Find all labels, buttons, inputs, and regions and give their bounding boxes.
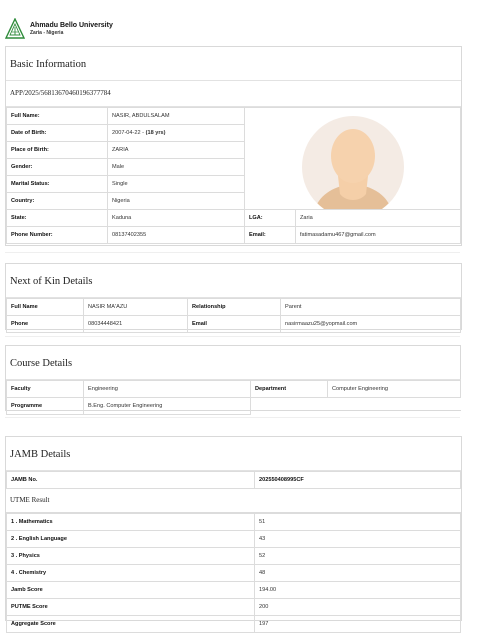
subject-label: 1 . Mathematics [7,514,255,531]
jamb-no-value: 202550408995CF [255,472,461,489]
phone-value: 08137402355 [108,227,245,244]
field-label: Full Name: [7,108,108,125]
basic-information-table [6,107,461,244]
field-label: Gender: [7,159,108,176]
kin-email-label: Email [188,316,281,333]
subject-score: 51 [255,514,461,531]
programme-label: Programme [7,398,84,415]
course-details-section [5,345,461,411]
utme-result-title: UTME Result [6,489,461,513]
programme-value: B.Eng. Computer Engineering [84,398,251,415]
aggregate-score-value: 197 [255,616,461,633]
jamb-number-table [6,471,461,489]
lga-label: LGA: [245,210,296,227]
putme-score-value: 200 [255,599,461,616]
section-divider [5,252,460,253]
utme-result-table [6,513,461,633]
kin-phone-value: 08034448421 [84,316,188,333]
aggregate-score-label: Aggregate Score [7,616,255,633]
phone-label: Phone Number: [7,227,108,244]
kin-phone-label: Phone [7,316,84,333]
subject-score: 52 [255,548,461,565]
subject-score: 48 [255,565,461,582]
department-label: Department [251,381,328,398]
next-of-kin-table [6,298,461,333]
course-details-table [6,380,461,415]
section-divider [5,336,460,337]
basic-information-title: Basic Information [6,47,461,81]
next-of-kin-title: Next of Kin Details [6,264,461,298]
field-label: Country: [7,193,108,210]
application-number: APP/2025/56813670460196377784 [6,81,461,107]
email-value: fatimasadamu467@gmail.com [296,227,461,244]
person-placeholder-icon [302,116,404,210]
date-of-birth-value: 2007-04-22 - [112,130,146,136]
faculty-label: Faculty [7,381,84,398]
faculty-value: Engineering [84,381,251,398]
passport-photo [302,116,404,210]
kin-fullname-value: NASIR MA'AZU [84,299,188,316]
jamb-score-value: 194.00 [255,582,461,599]
subject-label: 4 . Chemistry [7,565,255,582]
field-label: Place of Birth: [7,142,108,159]
jamb-score-label: Jamb Score [7,582,255,599]
subject-label: 3 . Physics [7,548,255,565]
field-value: Single [108,176,245,193]
jamb-details-section [5,436,462,627]
state-label: State: [7,210,108,227]
putme-score-label: PUTME Score [7,599,255,616]
state-value: Kaduna [108,210,245,227]
field-value [108,125,245,142]
university-location: Zaria - Nigeria [30,30,64,36]
section-divider [5,417,460,418]
course-details-title: Course Details [6,346,461,380]
kin-relationship-label: Relationship [188,299,281,316]
age-value: (18 yrs) [145,130,166,136]
subject-label: 2 . English Language [7,531,255,548]
department-value: Computer Engineering [328,381,461,398]
photo-cell [245,108,461,210]
kin-email-value: nasirmaazu25@yopmail.com [281,316,461,333]
basic-information-section [5,46,462,246]
field-value: Male [108,159,245,176]
field-value: Nigeria [108,193,245,210]
field-value: ZARIA [108,142,245,159]
kin-fullname-label: Full Name [7,299,84,316]
email-label: Email: [245,227,296,244]
field-label: Marital Status: [7,176,108,193]
jamb-details-title: JAMB Details [6,437,461,471]
subject-score: 43 [255,531,461,548]
university-logo-icon [5,18,25,40]
field-label: Date of Birth: [7,125,108,142]
lga-value: Zaria [296,210,461,227]
page-header [5,16,113,42]
jamb-no-label: JAMB No. [7,472,255,489]
university-name: Ahmadu Bello University [30,22,113,29]
next-of-kin-section [5,263,462,330]
kin-relationship-value: Parent [281,299,461,316]
field-value: NASIR, ABDULSALAM [108,108,245,125]
